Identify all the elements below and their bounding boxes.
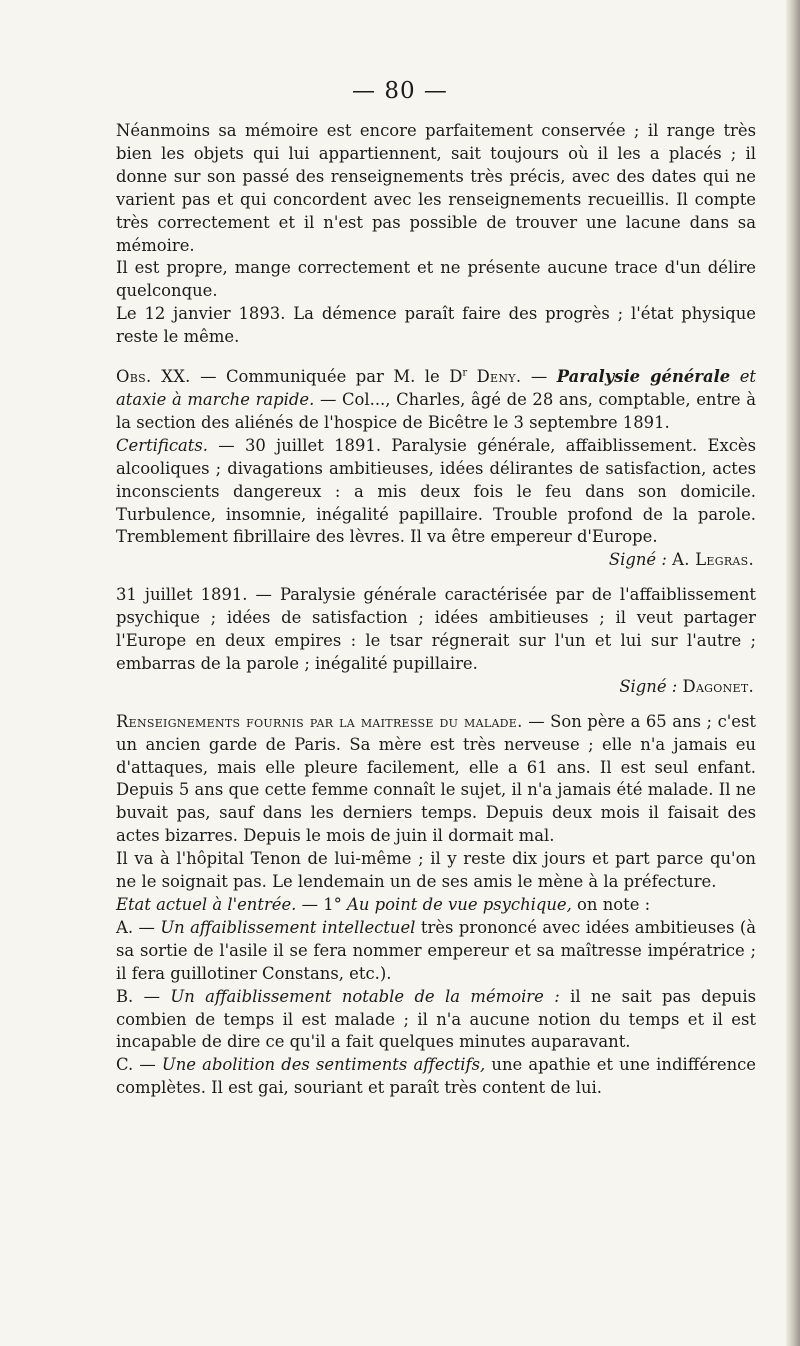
signature-legras <box>116 549 756 572</box>
renseignements-text: — Son père a 65 ans ; c'est un ancien garde de Paris. Sa mère est très nerveuse ; elle n'a jamais eu d'attaques, mais elle pleure facilement, elle a 61 ans. Il est seul enfant. Depuis 5 ans que cette femme connaît le sujet, il n'a jamais été malade. Il ne buvait pas, sauf dans les derniers temps. Depuis deux mois il faisait des actes bizarres. Depuis le mois de juin il dormait mal. <box>116 711 756 846</box>
signature-dagonet <box>116 676 756 699</box>
item-c-label: Une abolition des sentiments affectifs, <box>161 1055 486 1075</box>
observation-patient: — Col..., Charles, âgé de 28 ans, comptable, entre à la section des aliénés de l'hospice de Bicêtre le 3 septembre 1891. <box>116 389 756 432</box>
page-number: — 80 — <box>352 78 448 104</box>
paragraph-janvier: Le 12 janvier 1893. La démence paraît faire des progrès ; l'état physique reste le même. <box>116 304 756 347</box>
signature-label: Signé : <box>619 676 683 696</box>
observation-header <box>116 366 756 435</box>
item-a <box>116 917 756 986</box>
etat-label: Etat actuel à l'entrée. <box>116 895 297 914</box>
renseignements-heading: Renseignements fournis par la maitresse du malade. <box>116 711 523 731</box>
observation-dash: — <box>521 367 557 387</box>
item-b-label: Un affaiblissement notable de la mémoire : <box>170 986 560 1006</box>
signature-name: Dagonet. <box>682 676 754 696</box>
etat-actuel-paragraph <box>116 894 756 917</box>
certificats-paragraph <box>116 435 756 550</box>
item-a-label: Un affaiblissement intellectuel <box>160 917 416 937</box>
observation-title-rest: et ataxie à marche rapide. <box>116 367 756 409</box>
paragraph-tenon: Il va à l'hôpital Tenon de lui-même ; il y reste dix jours et part parce qu'on ne le soignait pas. Le lendemain un de ses amis le mène à la préfecture. <box>116 849 756 892</box>
item-b <box>116 986 756 1055</box>
observation-number: Obs. XX. <box>116 367 191 387</box>
etat-dash: — 1° <box>296 895 348 914</box>
observation-intro: — Communiquée par M. le D <box>190 367 463 387</box>
item-b-text: il ne sait pas depuis combien de temps il est malade ; il n'a aucune notion du temps et il est incapable de dire ce qu'il a fait quelques minutes auparavant. <box>116 986 756 1052</box>
signature-name: A. Legras. <box>672 550 754 570</box>
paragraph-propre: Il est propre, mange correctement et ne présente aucune trace d'un délire quelconque. <box>116 258 756 301</box>
item-c <box>116 1054 756 1100</box>
item-c-text: une apathie et une indifférence complètes. Il est gai, souriant et paraît très content de lui. <box>116 1055 757 1098</box>
etat-label-psychique: Au point de vue psychique, <box>347 895 572 914</box>
text-body <box>116 120 756 1100</box>
etat-rest: on note : <box>571 895 651 914</box>
renseignements-paragraph <box>116 711 756 848</box>
item-c-letter: C. — <box>116 1055 162 1075</box>
signature-label: Signé : <box>608 550 673 570</box>
item-a-letter: A. — <box>116 917 161 937</box>
doctor-superscript: r <box>462 367 468 379</box>
page-edge-shadow <box>786 0 800 1346</box>
item-a-text: très prononcé avec idées ambitieuses (à sa sortie de l'asile il se fera nommer empereur et sa maîtresse impératrice ; il fera guillotiner Constans, etc.). <box>116 917 757 983</box>
paragraph-memoire: Néanmoins sa mémoire est encore parfaitement conservée ; il range très bien les objets qui lui appartiennent, sait toujours où il les a placés ; il donne sur son passé des renseignements très précis, avec des dates qui ne varient pas et qui concordent avec les renseignements recueillis. Il compte très correctement et il n'est pas possible de trouver une lacune dans sa mémoire. <box>116 121 756 255</box>
certificat-juillet-31: 31 juillet 1891. — Paralysie générale caractérisée par de l'affaiblissement psychique ; idées de satisfaction ; idées ambitieuses ; il veut partager l'Europe en deux empires : le tsar régnerait sur l'un et lui sur l'autre ; embarras de la parole ; inégalité pupillaire. <box>116 585 756 673</box>
item-b-letter: B. — <box>116 986 171 1006</box>
doctor-name: Deny. <box>476 367 522 387</box>
certificats-text: — 30 juillet 1891. Paralysie générale, affaiblissement. Excès alcooliques ; divagations ambitieuses, idées délirantes de satisfaction, actes inconscients dangereux : a mis deux fois le feu dans son domicile. Turbulence, insomnie, inégalité papillaire. Trouble profond de la parole. Tremblement fibrillaire des lèvres. Il va être empereur d'Europe. <box>116 435 756 547</box>
certificats-label: Certificats. <box>116 435 208 455</box>
observation-title-bold: Paralysie générale <box>556 367 731 387</box>
